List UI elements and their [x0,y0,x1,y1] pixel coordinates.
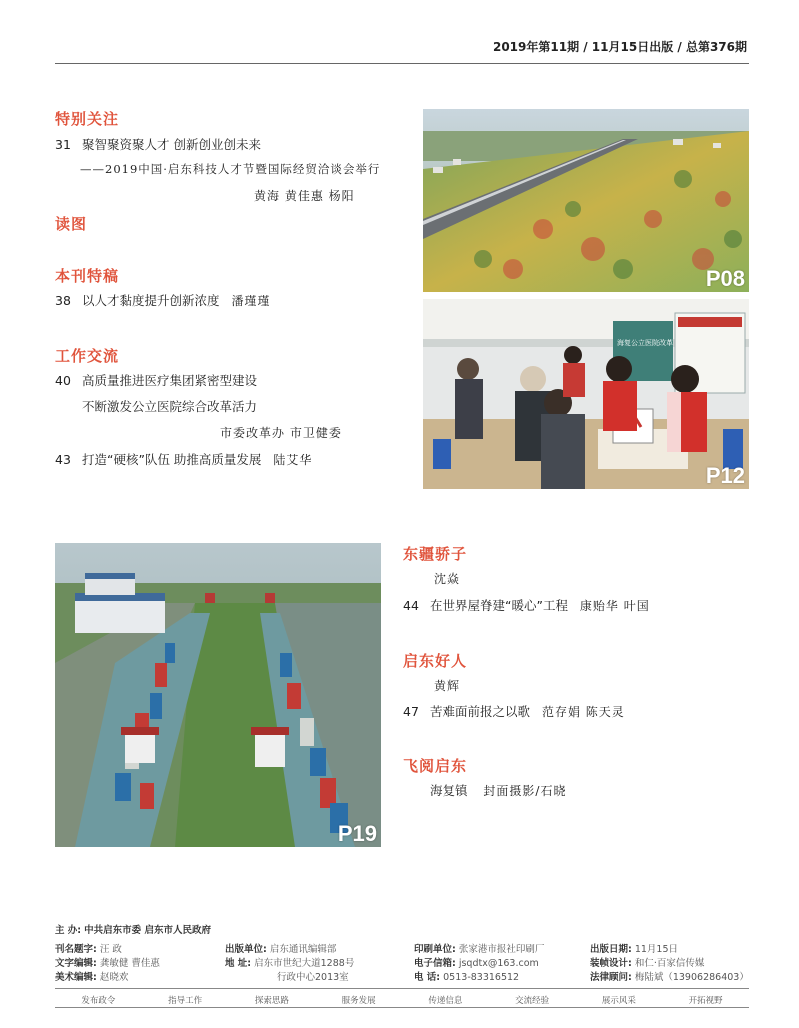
section-title-aerial: 飞阅启东 [403,757,468,775]
footer-value: 启东通讯编辑部 [269,944,337,955]
toc-author: 潘瑾瑾 [231,294,271,308]
toc-person-name: 黄辉 [434,679,461,693]
footer-host [55,922,211,936]
page-label: P12 [705,463,745,488]
footer-label: 出版日期: [590,944,632,955]
footer-divider [55,1007,749,1008]
slogan-item: 开拓视野 [688,996,723,1006]
footer-label: 刊名题字: [55,944,97,955]
toc-headline: 高质量推进医疗集团紧密型建设 [82,373,258,388]
toc-item-31[interactable] [55,135,261,153]
slogan-item: 指导工作 [168,996,203,1006]
toc-item-44[interactable] [403,596,650,614]
slogan-item: 服务发展 [341,996,376,1006]
toc-headline: 打造“硬核”队伍 助推高质量发展 [82,452,262,467]
footer-value: 赵晓欢 [99,972,129,983]
footer-label: 电 话: [414,972,441,983]
toc-authors: 康贻华 叶国 [579,599,650,613]
footer-label: 法律顾问: [590,972,632,983]
footer-value: 龚敏健 曹佳惠 [99,958,160,969]
photo-fishing-harbor[interactable] [55,543,381,847]
footer-value: 张家港市报社印刷厂 [458,944,545,955]
section-title-goodman: 启东好人 [403,652,468,670]
photo-aerial-orchard[interactable] [423,109,749,292]
toc-item-38[interactable] [55,291,270,309]
footer-label: 装帧设计: [590,958,632,969]
slogan-item: 传递信息 [428,996,463,1006]
toc-headline: 聚智聚资聚人才 创新创业创未来 [82,137,261,152]
footer-label: 电子信箱: [414,958,456,969]
footer-value: 中共启东市委 启东市人民政府 [84,925,211,936]
page-number: 31 [55,137,71,152]
bottom-slogans [55,994,749,1006]
toc-authors: 市委改革办 市卫健委 [220,426,342,440]
page-number: 47 [403,704,419,719]
footer-label: 出版单位: [225,944,267,955]
toc-place: 海复镇 [430,783,468,798]
footer-value: 11月15日 [634,944,679,955]
footer-col-3 [414,943,544,985]
footer-value: 梅陆斌（13906286403） [634,972,749,983]
toc-subtitle: ——2019中国·启东科技人才节暨国际经贸洽谈会举行 [80,162,381,176]
page-number: 44 [403,598,419,613]
footer-col-4 [590,943,749,985]
page-number: 38 [55,293,71,308]
toc-headline: 以人才黏度提升创新浓度 [82,293,220,308]
page-number: 43 [55,452,71,467]
toc-credit: 封面摄影/石晓 [483,784,567,798]
slogan-item: 发布政令 [81,996,116,1006]
section-title-exchange: 工作交流 [55,347,120,365]
header-divider [55,63,749,64]
footer-label: 主 办: [55,925,82,936]
toc-item-43[interactable] [55,450,312,468]
footer-col-2 [225,943,354,985]
toc-authors: 黄海 黄佳惠 杨阳 [254,189,355,203]
footer-value: 行政中心2013室 [277,972,349,983]
footer-label: 印刷单位: [414,944,456,955]
slogan-item: 探索思路 [254,996,289,1006]
toc-headline-line2: 不断激发公立医院综合改革活力 [82,399,258,414]
footer-value: 启东市世纪大道1288号 [254,958,355,969]
footer-phone: 0513-83316512 [443,972,520,983]
toc-item-aerial[interactable] [430,781,566,799]
toc-headline: 在世界屋脊建“暖心”工程 [430,598,568,613]
slogan-item: 展示风采 [601,996,636,1006]
footer-email[interactable]: jsqdtx@163.com [458,958,539,969]
toc-headline: 苦难面前报之以歌 [430,704,531,719]
section-title-frontier: 东疆骄子 [403,545,468,563]
toc-item-47[interactable] [403,702,625,720]
footer-value: 和仁·百家信传媒 [634,958,705,969]
footer-divider [55,988,749,989]
footer-label: 美术编辑: [55,972,97,983]
footer-label: 文字编辑: [55,958,97,969]
issue-info: 2019年第11期 / 11月15日出版 / 总第376期 [492,40,747,54]
footer-value: 汪 政 [99,944,122,955]
section-title-special: 特别关注 [55,110,120,128]
footer-label: 地 址: [225,958,252,969]
toc-authors: 范存娟 陈天灵 [541,705,625,719]
svg-text:海复公立医院改革: 海复公立医院改革 [617,339,673,347]
page-number: 40 [55,373,71,388]
slogan-item: 交流经验 [515,996,550,1006]
toc-item-40[interactable] [55,371,257,389]
section-title-feature: 本刊特稿 [55,267,120,285]
toc-author: 陆艾华 [273,453,313,467]
footer-col-1 [55,943,160,985]
photo-hospital-service[interactable] [423,299,749,489]
toc-person-name: 沈焱 [434,572,461,586]
page-label: P08 [705,266,745,291]
section-title-reading: 读图 [55,215,88,233]
page-label: P19 [337,821,377,846]
